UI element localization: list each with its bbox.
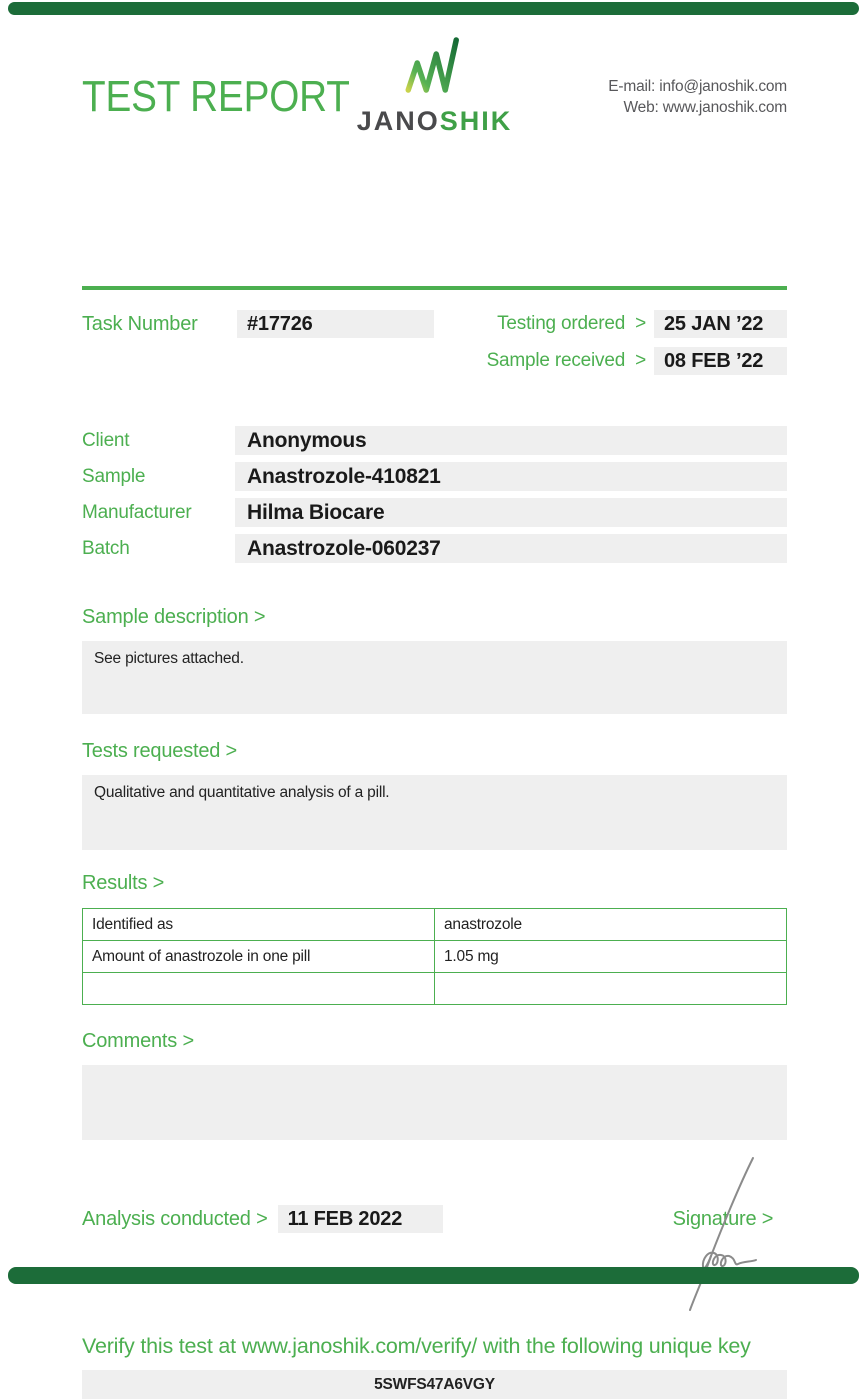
- signature-label: Signature >: [672, 1207, 774, 1230]
- result-name-cell: Amount of anastrozole in one pill: [83, 941, 435, 973]
- analysis-signature-row: [82, 1204, 787, 1234]
- contact-email: E-mail: info@janoshik.com: [608, 78, 787, 95]
- date-rows: [487, 310, 787, 375]
- client-value: Anonymous: [235, 426, 787, 455]
- sample-received-value: 08 FEB ’22: [654, 347, 787, 375]
- testing-ordered-value: 25 JAN ’22: [654, 310, 787, 338]
- table-row: [83, 909, 787, 941]
- results-heading: Results >: [82, 872, 165, 894]
- manufacturer-value: Hilma Biocare: [235, 498, 787, 527]
- tests-requested-section: [82, 740, 787, 850]
- comments-heading: Comments >: [82, 1030, 194, 1052]
- info-row-client: [82, 426, 787, 455]
- sample-description-heading: Sample description >: [82, 606, 266, 628]
- logo-shik: SHIK: [439, 106, 513, 136]
- tests-requested-heading: Tests requested >: [82, 740, 238, 762]
- manufacturer-label: Manufacturer: [82, 501, 192, 523]
- report-header: [82, 0, 787, 143]
- table-row: [83, 973, 787, 1005]
- verify-instruction: Verify this test at www.janoshik.com/verify/ with the following unique key: [82, 1334, 751, 1358]
- task-number-value: #17726: [237, 310, 434, 338]
- results-section: [82, 872, 787, 1005]
- sample-received-label: Sample received: [486, 350, 626, 371]
- contact-web: Web: www.janoshik.com: [623, 99, 787, 116]
- sample-received-row: [487, 347, 787, 375]
- brand-logo: [357, 28, 513, 137]
- sample-description-section: [82, 606, 787, 714]
- task-number-row: [82, 310, 434, 338]
- tests-requested-text: Qualitative and quantitative analysis of a pill.: [94, 784, 390, 801]
- comments-section: [82, 1030, 787, 1140]
- growth-chart-icon: [387, 28, 483, 104]
- bottom-accent-bar: [8, 1267, 859, 1284]
- logo-jano: JANO: [356, 106, 440, 136]
- arrow-icon: >: [635, 313, 646, 334]
- comments-box: [82, 1065, 787, 1140]
- sample-value: Anastrozole-410821: [235, 462, 787, 491]
- info-section: [82, 426, 787, 563]
- logo-wordmark: [357, 106, 513, 137]
- batch-value: Anastrozole-060237: [235, 534, 787, 563]
- result-value-cell: anastrozole: [435, 909, 787, 941]
- task-number-label: Task Number: [82, 312, 198, 335]
- testing-ordered-label: Testing ordered: [497, 313, 626, 334]
- analysis-conducted-value: 11 FEB 2022: [278, 1205, 443, 1233]
- task-section: [82, 310, 787, 375]
- batch-label: Batch: [82, 537, 130, 559]
- testing-ordered-row: [487, 310, 787, 338]
- result-name-cell: [83, 973, 435, 1005]
- unique-key-value: 5SWFS47A6VGY: [82, 1370, 787, 1399]
- info-row-batch: [82, 534, 787, 563]
- contact-block: [608, 76, 787, 118]
- sample-description-text: See pictures attached.: [94, 650, 244, 667]
- result-value-cell: 1.05 mg: [435, 941, 787, 973]
- sample-label: Sample: [82, 465, 146, 487]
- client-label: Client: [82, 429, 130, 451]
- results-table: [82, 908, 787, 1005]
- report-content: [82, 0, 787, 1399]
- header-divider: [82, 286, 787, 290]
- analysis-conducted-label: Analysis conducted >: [82, 1207, 268, 1230]
- signature-image: [672, 1152, 785, 1317]
- page-title: TEST REPORT: [82, 72, 350, 121]
- result-value-cell: [435, 973, 787, 1005]
- tests-requested-box: [82, 775, 787, 850]
- result-name-cell: Identified as: [83, 909, 435, 941]
- table-row: [83, 941, 787, 973]
- info-row-sample: [82, 462, 787, 491]
- info-row-manufacturer: [82, 498, 787, 527]
- arrow-icon: >: [635, 350, 646, 371]
- sample-description-box: [82, 641, 787, 714]
